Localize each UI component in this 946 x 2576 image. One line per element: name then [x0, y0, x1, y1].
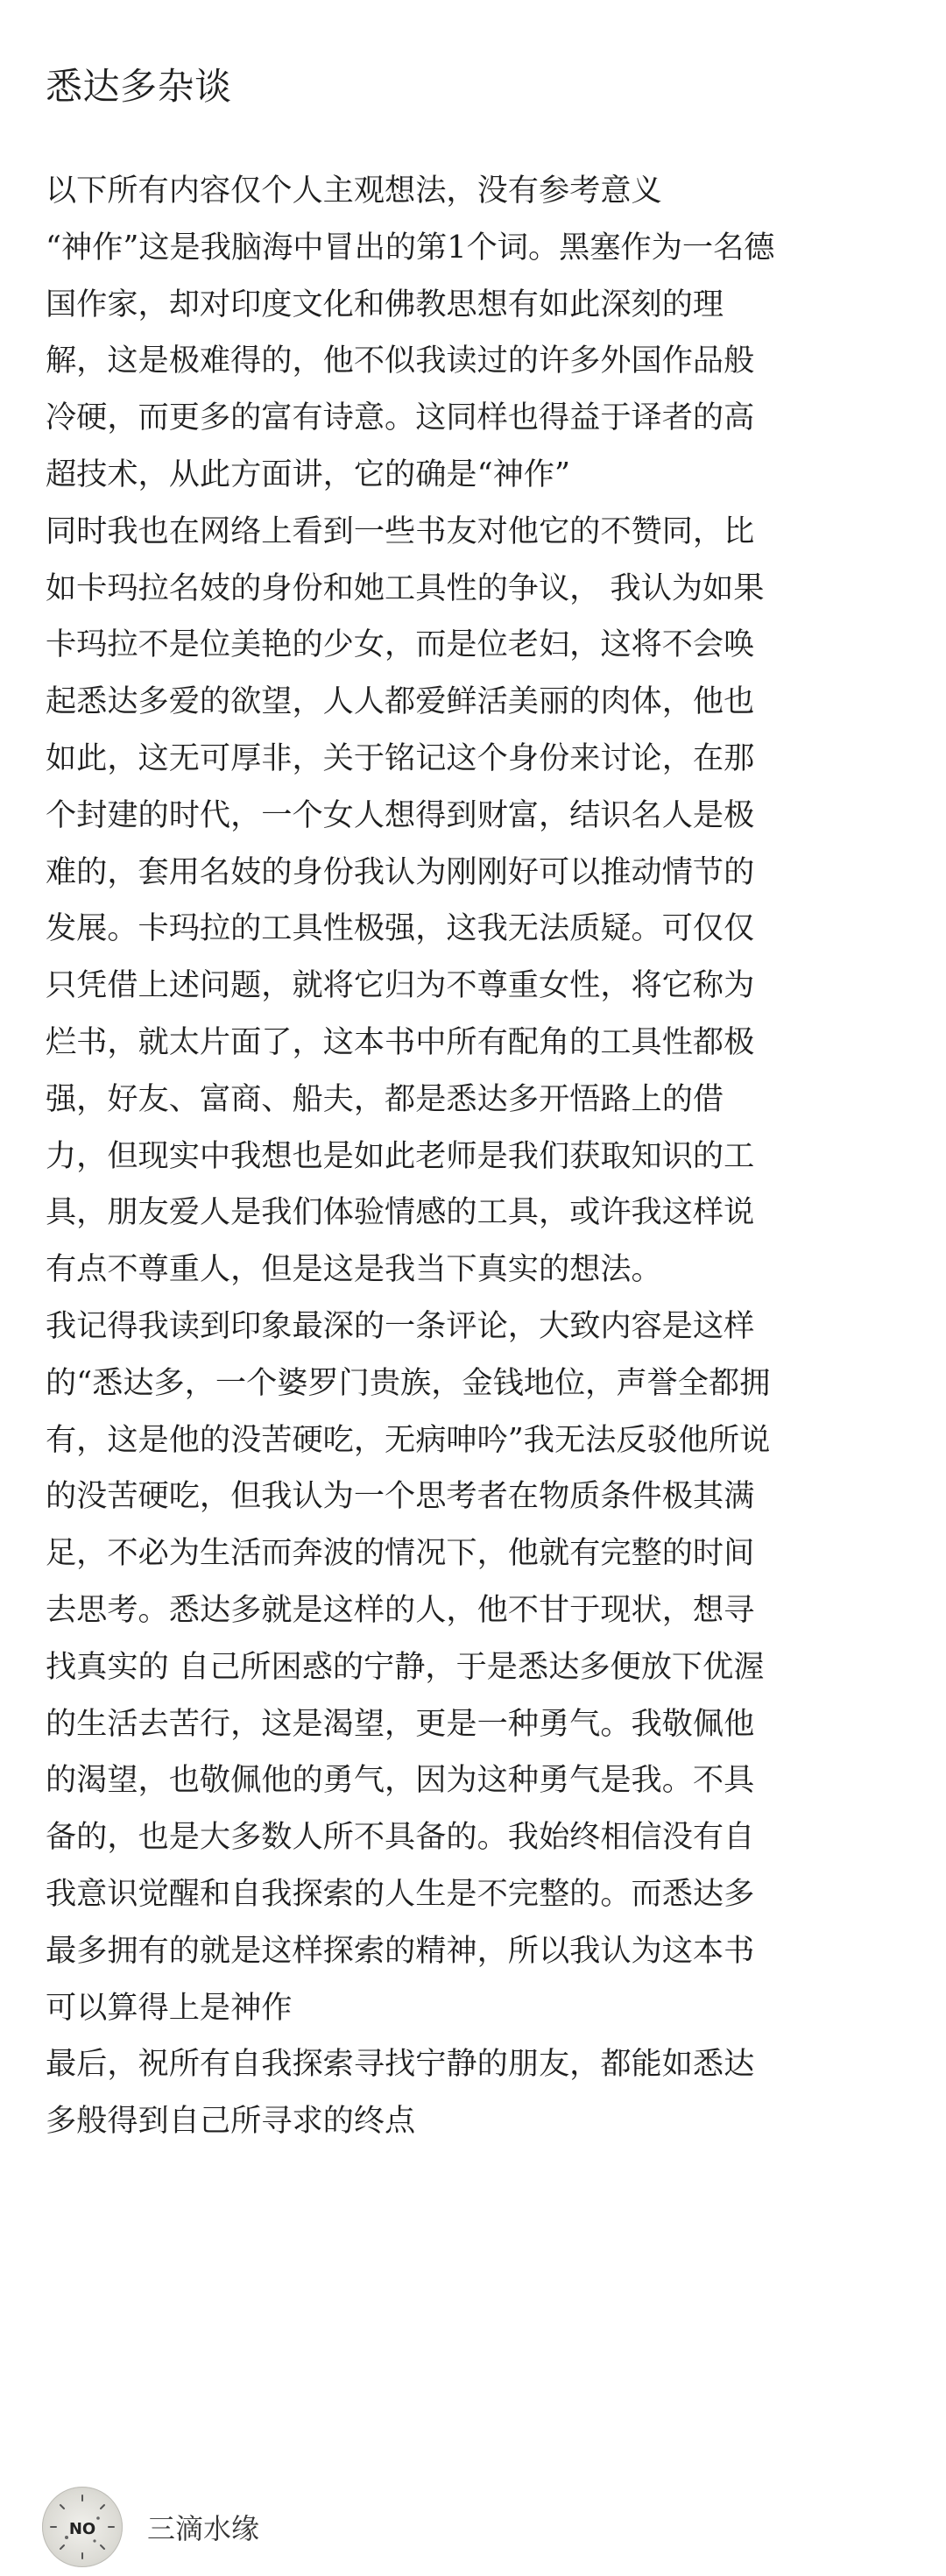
- body-line: 如卡玛拉名妓的身份和她工具性的争议， 我认为如果: [46, 570, 765, 606]
- body-line: 的生活去苦行，这是渴望，更是一种勇气。我敬佩他: [46, 1705, 755, 1742]
- body-line: 起悉达多爱的欲望，人人都爱鲜活美丽的肉体，他也: [46, 683, 755, 720]
- body-line: 的渴望，也敬佩他的勇气，因为这种勇气是我。不具: [46, 1762, 755, 1799]
- body-line: 力，但现实中我想也是如此老师是我们获取知识的工: [46, 1137, 755, 1174]
- body-line: 烂书，就太片面了，这本书中所有配角的工具性都极: [46, 1023, 755, 1060]
- author-name[interactable]: 三滴水缘: [147, 2512, 260, 2545]
- post-body: [46, 163, 900, 2150]
- body-line: 的没苦硬吃，但我认为一个思考者在物质条件极其满: [46, 1478, 755, 1515]
- clock-face-avatar-icon: [42, 2487, 123, 2567]
- avatar[interactable]: [42, 2487, 123, 2567]
- body-line: 找真实的 自己所困惑的宁静，于是悉达多便放下优渥: [46, 1648, 765, 1685]
- body-line: 难的，套用名妓的身份我认为刚刚好可以推动情节的: [46, 853, 755, 890]
- body-line: 我记得我读到印象最深的一条评论，大致内容是这样: [46, 1307, 755, 1344]
- body-line: 我意识觉醒和自我探索的人生是不完整的。而悉达多: [46, 1875, 755, 1912]
- body-line: 同时我也在网络上看到一些书友对他它的不赞同，比: [46, 513, 755, 549]
- body-line: 以下所有内容仅个人主观想法，没有参考意义: [46, 173, 662, 209]
- body-line: “神作”这是我脑海中冒出的第1个词。黑塞作为一名德: [46, 229, 775, 265]
- body-line: 有点不尊重人，但是这是我当下真实的想法。: [46, 1251, 662, 1288]
- body-line: 最多拥有的就是这样探索的精神，所以我认为这本书: [46, 1932, 755, 1969]
- body-line: 强，好友、富商、船夫，都是悉达多开悟路上的借: [46, 1080, 724, 1117]
- body-line: 解，这是极难得的，他不似我读过的许多外国作品般: [46, 343, 755, 379]
- body-line: 去思考。悉达多就是这样的人，他不甘于现状，想寻: [46, 1591, 755, 1628]
- body-line: 可以算得上是神作: [46, 1989, 293, 2026]
- author-row[interactable]: [42, 2487, 259, 2567]
- body-line: 只凭借上述问题，就将它归为不尊重女性，将它称为: [46, 967, 755, 1004]
- body-line: 国作家，却对印度文化和佛教思想有如此深刻的理: [46, 286, 724, 322]
- avatar-text: NO: [68, 2520, 96, 2538]
- body-line: 如此，这无可厚非，关于铭记这个身份来讨论，在那: [46, 740, 755, 776]
- body-line: 冷硬，而更多的富有诗意。这同样也得益于译者的高: [46, 400, 755, 436]
- body-line: 卡玛拉不是位美艳的少女，而是位老妇，这将不会唤: [46, 626, 755, 663]
- body-line: 足，不必为生活而奔波的情况下，他就有完整的时间: [46, 1535, 755, 1572]
- body-line: 的“悉达多，一个婆罗门贵族，金钱地位，声誉全都拥: [46, 1364, 771, 1401]
- body-line: 最后，祝所有自我探索寻找宁静的朋友，都能如悉达: [46, 2046, 755, 2083]
- body-line: 备的，也是大多数人所不具备的。我始终相信没有自: [46, 1819, 755, 1856]
- body-line: 多般得到自己所寻求的终点: [46, 2103, 416, 2140]
- body-line: 发展。卡玛拉的工具性极强，这我无法质疑。可仅仅: [46, 910, 755, 947]
- body-line: 个封建的时代，一个女人想得到财富，结识名人是极: [46, 796, 755, 833]
- post-title: 悉达多杂谈: [46, 65, 232, 108]
- body-line: 具，朋友爱人是我们体验情感的工具，或许我这样说: [46, 1194, 755, 1231]
- body-line: 有，这是他的没苦硬吃，无病呻吟”我无法反驳他所说: [46, 1421, 771, 1458]
- body-line: 超技术，从此方面讲，它的确是“神作”: [46, 456, 570, 492]
